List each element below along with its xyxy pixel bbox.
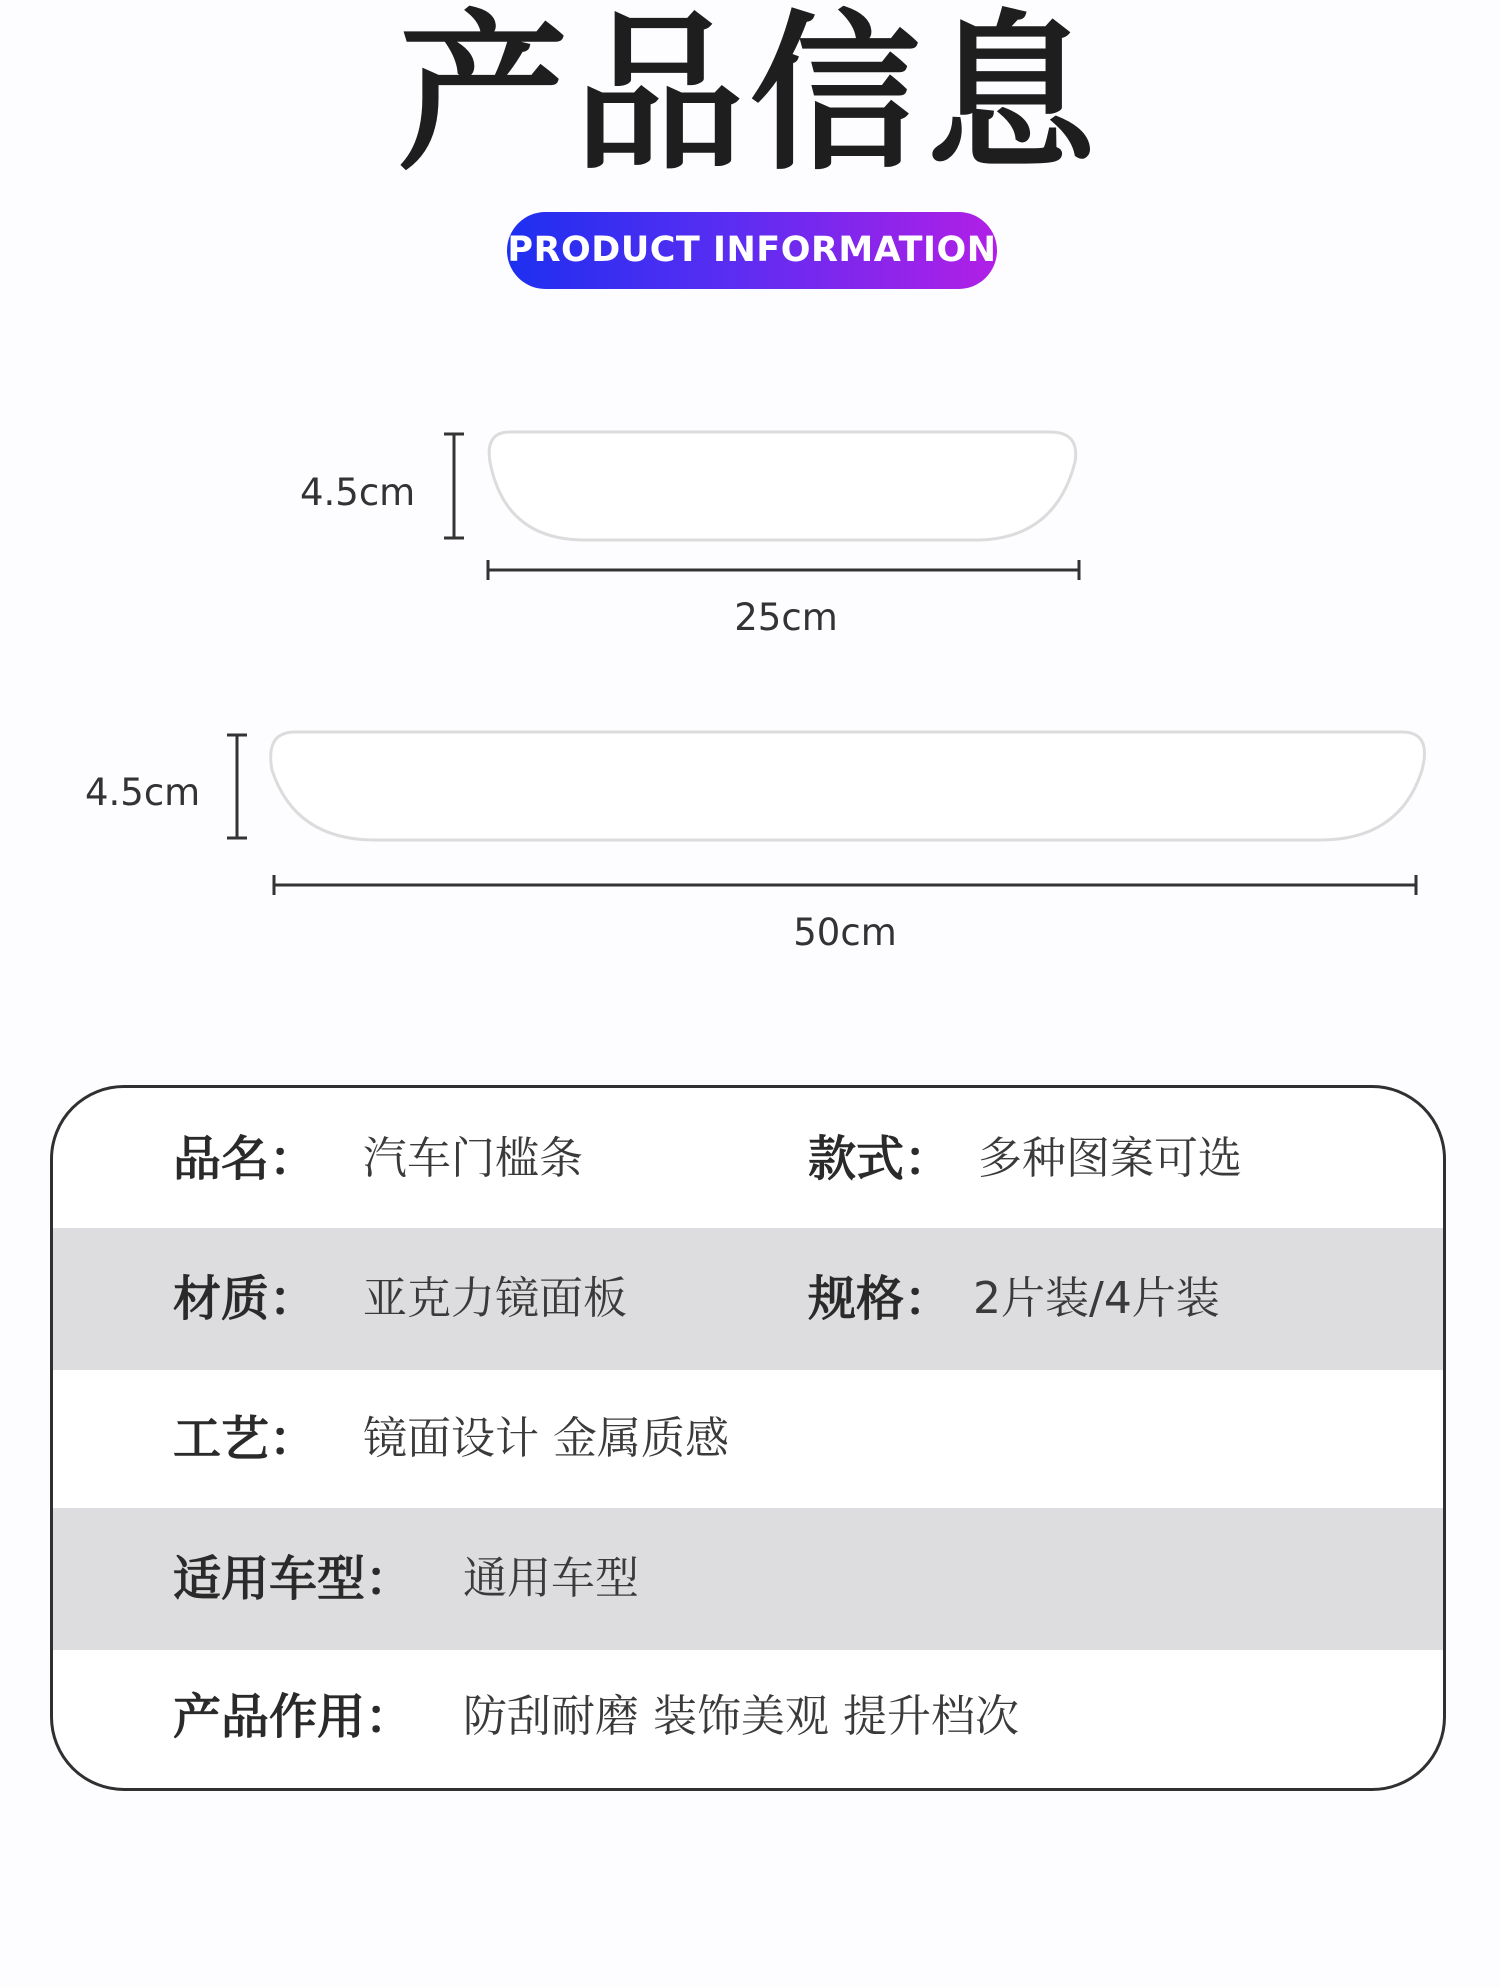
spec-label-material: 材质： — [173, 1271, 318, 1327]
large-height-marker — [227, 735, 247, 838]
small-height-marker — [444, 434, 464, 538]
small-strip-shape — [489, 432, 1076, 540]
spec-row-craft — [53, 1368, 1446, 1510]
spec-table — [50, 1085, 1446, 1791]
spec-label-spec: 规格： — [808, 1271, 953, 1327]
spec-label-usage: 产品作用： — [173, 1689, 414, 1745]
large-width-marker — [274, 875, 1416, 895]
spec-label-fit: 适用车型： — [173, 1551, 414, 1607]
large-height-label: 4.5cm — [85, 771, 201, 814]
spec-label-craft: 工艺： — [173, 1411, 318, 1467]
spec-row-usage — [53, 1646, 1446, 1788]
spec-label-name: 品名： — [173, 1131, 318, 1187]
large-strip-shape — [271, 732, 1425, 840]
spec-label-style: 款式： — [808, 1131, 953, 1187]
small-width-marker — [488, 560, 1079, 580]
spec-value-fit: 通用车型 — [463, 1553, 639, 1604]
subtitle-badge: PRODUCT INFORMATION — [507, 212, 997, 289]
page-title: 产品信息 — [397, 0, 1102, 194]
spec-value-usage: 防刮耐磨 装饰美观 提升档次 — [463, 1691, 1019, 1742]
spec-value-spec: 2片装/4片装 — [973, 1273, 1220, 1324]
spec-value-name: 汽车门槛条 — [363, 1133, 583, 1184]
large-width-label: 50cm — [793, 911, 897, 954]
small-height-label: 4.5cm — [300, 471, 416, 514]
spec-row-fit — [53, 1508, 1446, 1650]
spec-value-craft: 镜面设计 金属质感 — [363, 1413, 729, 1464]
small-width-label: 25cm — [734, 596, 838, 639]
spec-row-name — [53, 1088, 1446, 1230]
spec-value-material: 亚克力镜面板 — [363, 1273, 627, 1324]
spec-value-style: 多种图案可选 — [978, 1133, 1242, 1184]
spec-row-material — [53, 1228, 1446, 1370]
